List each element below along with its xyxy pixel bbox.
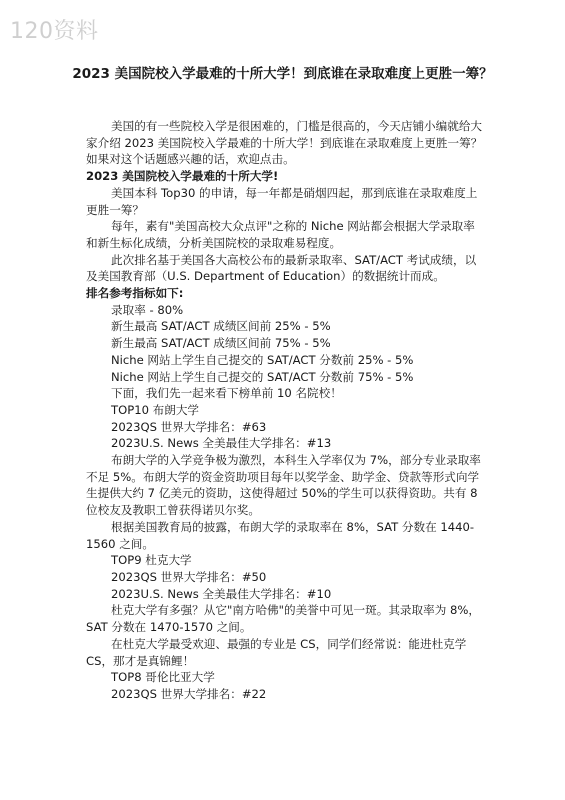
paragraph: 2023U.S. News 全美最佳大学排名：#13 — [111, 436, 332, 451]
document-title: 2023 美国院校入学最难的十所大学！到底谁在录取难度上更胜一筹？ — [72, 66, 493, 82]
paragraph: 下面，我们先一起来看下榜单前 10 名院校！ — [111, 386, 342, 401]
paragraph: 杜克大学有多强？从它"南方哈佛"的美誉中可见一斑。其录取率为 8%，SAT 分数在 1470-1570 之间。 — [86, 603, 480, 635]
paragraph: 每年，素有"美国高校大众点评"之称的 Niche 网站都会根据大学录取率和新生标化成绩，分析美国院校的录取难易程度。 — [86, 219, 475, 250]
paragraph: 2023QS 世界大学排名：#63 — [111, 419, 267, 434]
paragraph: 2023U.S. News 全美最佳大学排名：#10 — [111, 586, 332, 601]
paragraph: TOP9 杜克大学 — [111, 553, 192, 568]
document-body — [86, 118, 486, 703]
paragraph: 布朗大学的入学竞争极为激烈，本科生入学率仅为 7%，部分专业录取率不足 5%。布朗大学的资金资助项目每年以奖学金、助学金、贷款等形式向学生提供大约 7 亿美元的资助，这使得超过 50%的学生可以获得资助。共有 8 位校友及教职工曾获得诺贝尔奖。 — [86, 453, 481, 518]
paragraph: 新生最高 SAT/ACT 成绩区间前 25% - 5% — [111, 319, 331, 334]
paragraph: 在杜克大学最受欢迎、最强的专业是 CS，同学们经常说：能进杜克学 CS，那才是真锦鲤！ — [86, 636, 467, 668]
paragraph: 2023QS 世界大学排名：#50 — [111, 569, 267, 584]
watermark: 120资料 — [10, 19, 99, 44]
paragraph: 2023 美国院校入学最难的十所大学! — [86, 169, 279, 184]
paragraph: Niche 网站上学生自己提交的 SAT/ACT 分数前 25% - 5% — [111, 352, 414, 367]
paragraph: 美国本科 Top30 的申请，每一年都是硝烟四起，那到底谁在录取难度上更胜一筹？ — [86, 185, 478, 217]
paragraph: 此次排名基于美国各大高校公布的最新录取率、SAT/ACT 考试成绩，以及美国教育部（U.S. Department of Education）的数据统计而成。 — [86, 252, 477, 284]
paragraph: 美国的有一些院校入学是很困难的，门槛是很高的，今天店铺小编就给大家介绍 2023 美国院校入学最难的十所大学！到底谁在录取难度上更胜一筹？如果对这个话题感兴趣的话，欢迎点击。 — [86, 119, 483, 167]
paragraph: 根据美国教育局的披露，布朗大学的录取率在 8%，SAT 分数在 1440-1560 之间。 — [86, 519, 475, 551]
paragraph: TOP8 哥伦比亚大学 — [111, 670, 215, 685]
paragraph: 新生最高 SAT/ACT 成绩区间前 75% - 5% — [111, 336, 331, 351]
paragraph: 录取率 - 80% — [111, 302, 184, 317]
paragraph: 2023QS 世界大学排名：#22 — [111, 686, 267, 701]
paragraph: TOP10 布朗大学 — [111, 402, 200, 417]
paragraph: 排名参考指标如下: — [86, 286, 184, 301]
paragraph: Niche 网站上学生自己提交的 SAT/ACT 分数前 75% - 5% — [111, 369, 414, 384]
